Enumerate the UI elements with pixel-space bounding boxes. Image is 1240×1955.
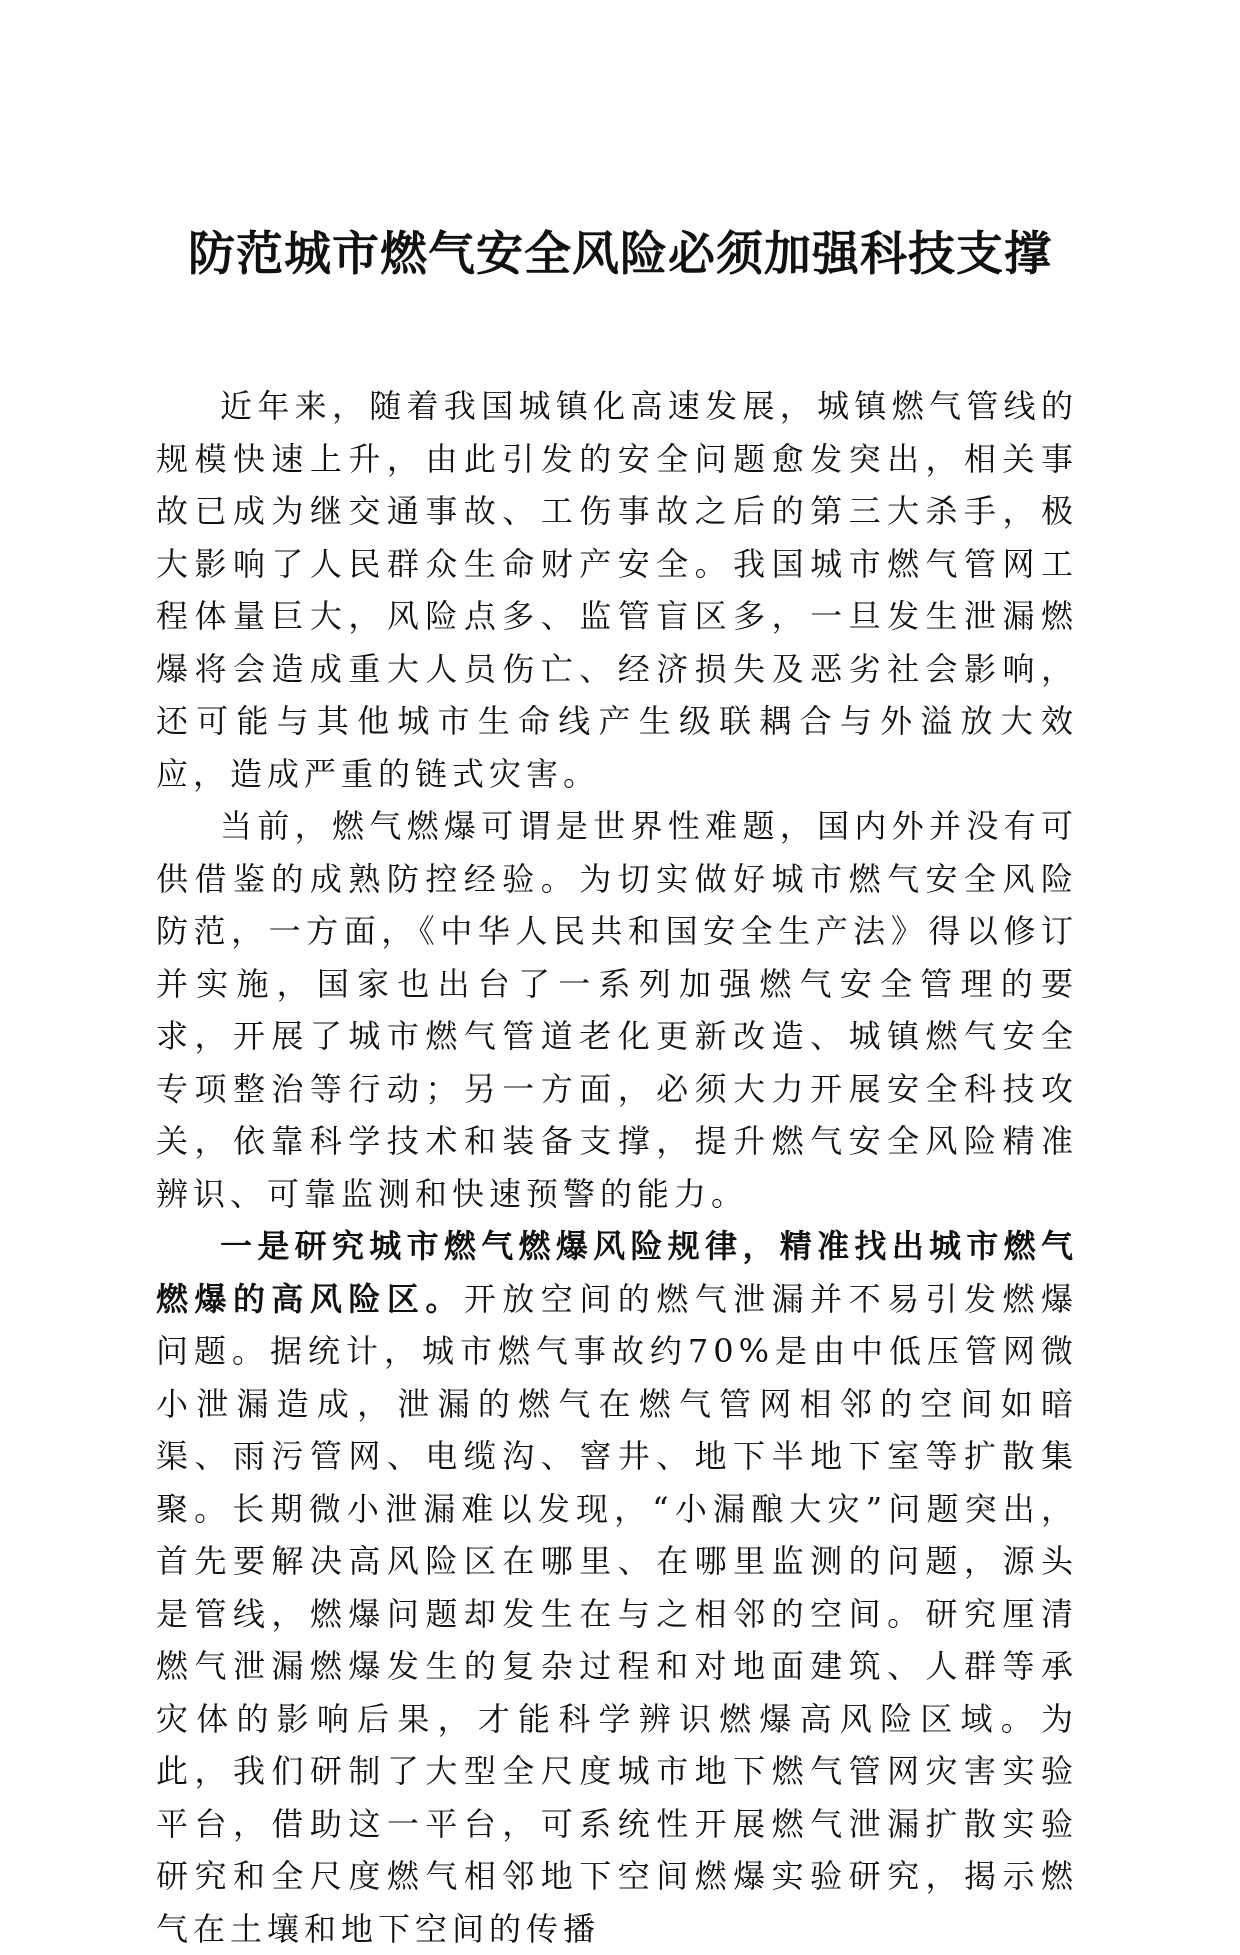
paragraph-3-text: 开放空间的燃气泄漏并不易引发燃爆问题。据统计，城市燃气事故约70%是由中低压管网微小泄漏造成，泄漏的燃气在燃气管网相邻的空间如暗渠、雨污管网、电缆沟、窨井、地下半地下室等扩散集聚。长期微小泄漏难以发现，“小漏酿大灾”问题突出，首先要解决高风险区在哪里、在哪里监测的问题，源头是管线，燃爆问题却发生在与之相邻的空间。研究厘清燃气泄漏燃爆发生的复杂过程和对地面建筑、人群等承灾体的影响后果，才能科学辨识燃爆高风险区域。为此，我们研制了大型全尺度城市地下燃气管网灾害实验平台，借助这一平台，可系统性开展燃气泄漏扩散实验研究和全尺度燃气相邻地下空间燃爆实验研究，揭示燃气在土壤和地下空间的传播 xyxy=(156,1279,1078,1948)
page-title: 防范城市燃气安全风险必须加强科技支撑 xyxy=(188,227,1052,282)
paragraph-1 xyxy=(156,380,1078,800)
paragraph-2-text: 当前，燃气燃爆可谓是世界性难题，国内外并没有可供借鉴的成熟防控经验。为切实做好城市燃气安全风险防范，一方面，《中华人民共和国安全生产法》得以修订并实施，国家也出台了一系列加强燃气安全管理的要求，开展了城市燃气管道老化更新改造、城镇燃气安全专项整治等行动；另一方面，必须大力开展安全科技攻关，依靠科学技术和装备支撑，提升燃气安全风险精准辨识、可靠监测和快速预警的能力。 xyxy=(156,807,1078,1213)
paragraph-2 xyxy=(156,800,1078,1220)
paragraph-3 xyxy=(156,1220,1078,1955)
paragraph-1-text: 近年来，随着我国城镇化高速发展，城镇燃气管线的规模快速上升，由此引发的安全问题愈发突出，相关事故已成为继交通事故、工伤事故之后的第三大杀手，极大影响了人民群众生命财产安全。我国城市燃气管网工程体量巨大，风险点多、监管盲区多，一旦发生泄漏燃爆将会造成重大人员伤亡、经济损失及恶劣社会影响，还可能与其他城市生命线产生级联耦合与外溢放大效应，造成严重的链式灾害。 xyxy=(156,387,1078,793)
article-body xyxy=(156,380,1078,1955)
paragraph-3-lead: 一是研究城市燃气燃爆风险规律，精准找出城市燃气燃爆的高风险区。 xyxy=(156,1227,1078,1318)
